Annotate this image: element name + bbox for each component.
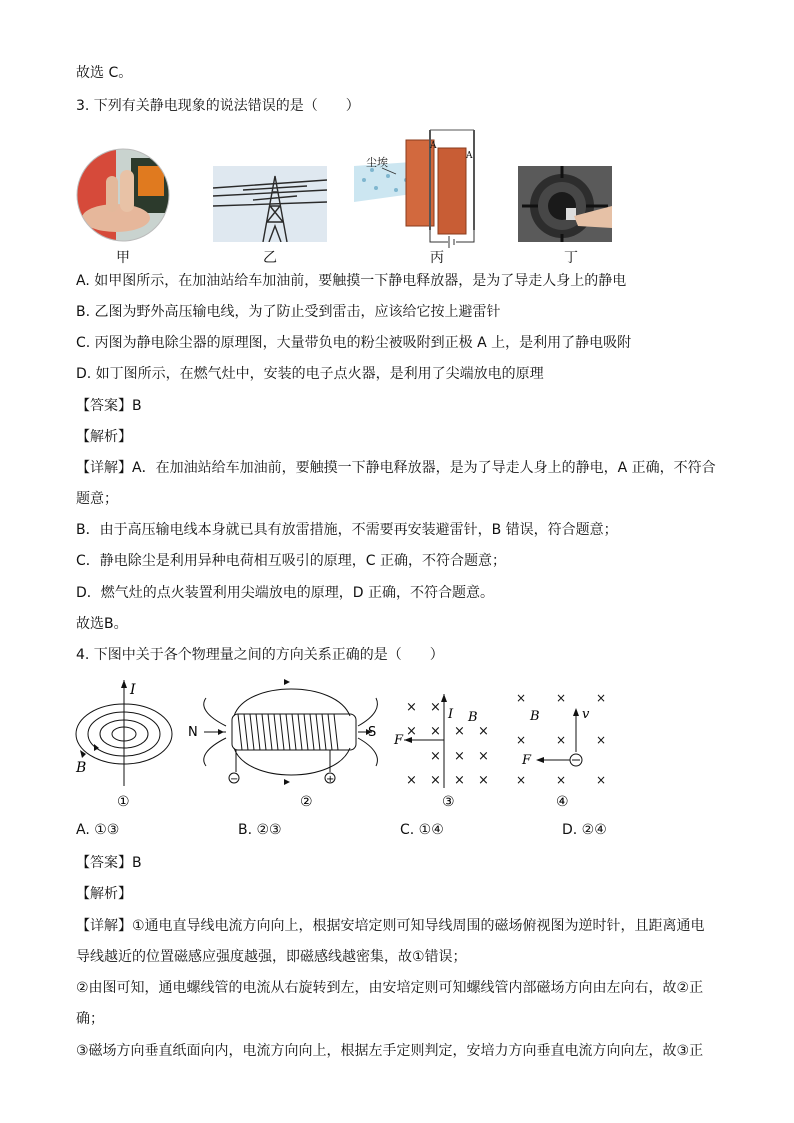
option-3D: D. 如丁图所示，在燃气灶中，安装的电子点火器，是利用了尖端放电的原理 bbox=[76, 366, 544, 382]
option-3A: A. 如甲图所示，在加油站给车加油前，要触摸一下静电释放器，是为了导走人身上的静电 bbox=[76, 273, 627, 289]
cross-mark: × bbox=[406, 724, 417, 739]
cross-mark: × bbox=[556, 733, 567, 747]
analysis-heading-3: 【解析】 bbox=[76, 429, 132, 445]
detail-4b-cont: 确； bbox=[76, 1011, 104, 1027]
option-4C: C. ①④ bbox=[400, 822, 444, 838]
option-3B: B. 乙图为野外高压输电线，为了防止受到雷击，应该给它按上避雷针 bbox=[76, 304, 501, 320]
cross-mark: × bbox=[596, 773, 607, 787]
caption-jia: 甲 bbox=[116, 250, 130, 266]
dust-label: 尘埃 bbox=[366, 156, 388, 169]
question-4: 4. 下图中关于各个物理量之间的方向关系正确的是（ ） bbox=[76, 647, 444, 663]
detail-3b: B．由于高压输电线本身就已具有放雷措施，不需要再安装避雷针，B 错误，符合题意； bbox=[76, 522, 618, 538]
cross-mark: × bbox=[516, 733, 527, 747]
label-F-4: F bbox=[522, 753, 532, 768]
detail-4b: ②由图可知，通电螺线管的电流从右旋转到左，由安培定则可知螺线管内部磁场方向由左向右，故②正 bbox=[76, 980, 704, 996]
figure-4-3-current-in-field bbox=[390, 676, 502, 812]
caption-bing: 丙 bbox=[430, 250, 444, 266]
figure-4-4-charge-in-field bbox=[510, 676, 620, 812]
option-4B: B. ②③ bbox=[238, 822, 282, 838]
figure-4-1-straight-wire bbox=[72, 676, 180, 812]
terminal-minus: − bbox=[230, 774, 239, 785]
detail-3c: C．静电除尘是利用异种电荷相互吸引的原理，C 正确，不符合题意； bbox=[76, 553, 506, 569]
detail-4a: 【详解】①通电直导线电流方向向上，根据安培定则可知导线周围的磁场俯视图为逆时针，且距离通电 bbox=[76, 918, 705, 934]
cross-mark: × bbox=[406, 700, 417, 715]
figure-4-2-solenoid bbox=[186, 676, 382, 812]
figure-number-4: ④ bbox=[556, 794, 569, 810]
caption-yi: 乙 bbox=[263, 250, 277, 266]
cross-mark: × bbox=[516, 773, 527, 787]
label-I-1: I bbox=[130, 682, 136, 698]
figure-ding-gas-stove bbox=[518, 166, 612, 242]
detail-3e: 故选B。 bbox=[76, 616, 128, 632]
label-I-3: I bbox=[448, 707, 454, 722]
detail-4c: ③磁场方向垂直纸面向内，电流方向向上，根据左手定则判定，安培力方向垂直电流方向向左，故③正 bbox=[76, 1043, 704, 1059]
terminal-plus: + bbox=[326, 774, 335, 785]
label-v-4: v bbox=[582, 707, 590, 722]
cross-mark: × bbox=[596, 691, 607, 705]
label-B-1: B bbox=[76, 760, 87, 776]
analysis-heading-4: 【解析】 bbox=[76, 886, 132, 902]
cross-mark: × bbox=[556, 773, 567, 787]
figure-number-3: ③ bbox=[442, 794, 455, 810]
figure-bing-electrostatic-precipitator bbox=[352, 122, 482, 252]
figure-jia-static-discharge bbox=[76, 148, 170, 242]
detail-3d: D．燃气灶的点火装置利用尖端放电的原理，D 正确，不符合题意。 bbox=[76, 585, 495, 601]
figure-number-2: ② bbox=[300, 794, 313, 810]
cross-mark: × bbox=[454, 773, 465, 788]
cross-mark: × bbox=[430, 700, 441, 715]
label-F-3: F bbox=[394, 733, 404, 748]
cross-mark: × bbox=[406, 773, 417, 788]
cross-mark: × bbox=[556, 691, 567, 705]
cross-mark: × bbox=[516, 691, 527, 705]
plate-label-2: A bbox=[466, 151, 473, 161]
text-line: 故选 C。 bbox=[76, 65, 133, 81]
plate-label-1: A bbox=[430, 141, 437, 151]
caption-ding: 丁 bbox=[564, 250, 578, 266]
cross-mark: × bbox=[454, 749, 465, 764]
option-4A: A. ①③ bbox=[76, 822, 120, 838]
cross-mark: × bbox=[478, 724, 489, 739]
detail-3a-cont: 题意； bbox=[76, 491, 118, 507]
answer-3: 【答案】B bbox=[76, 398, 142, 414]
detail-3a: 【详解】A．在加油站给车加油前，要触摸一下静电释放器，是为了导走人身上的静电，A 正确，不符合 bbox=[76, 460, 716, 476]
option-3C: C. 丙图为静电除尘器的原理图，大量带负电的粉尘被吸附到正极 A 上，是利用了静电吸附 bbox=[76, 335, 632, 351]
label-B-4: B bbox=[530, 709, 540, 724]
label-B-3: B bbox=[468, 710, 478, 725]
option-4D: D. ②④ bbox=[562, 822, 607, 838]
cross-mark: × bbox=[430, 773, 441, 788]
question-3: 3. 下列有关静电现象的说法错误的是（ ） bbox=[76, 98, 360, 114]
detail-4a-cont: 导线越近的位置磁感应强度越强，即磁感线越密集，故①错误； bbox=[76, 949, 467, 965]
cross-mark: × bbox=[454, 724, 465, 739]
label-S: S bbox=[368, 725, 377, 740]
figure-number-1: ① bbox=[117, 794, 130, 810]
cross-mark: × bbox=[478, 773, 489, 788]
answer-4: 【答案】B bbox=[76, 855, 142, 871]
label-N: N bbox=[188, 725, 198, 740]
cross-mark: × bbox=[478, 749, 489, 764]
cross-mark: × bbox=[430, 724, 441, 739]
cross-mark: × bbox=[596, 733, 607, 747]
figure-yi-power-tower bbox=[213, 166, 327, 242]
cross-mark: × bbox=[430, 749, 441, 764]
